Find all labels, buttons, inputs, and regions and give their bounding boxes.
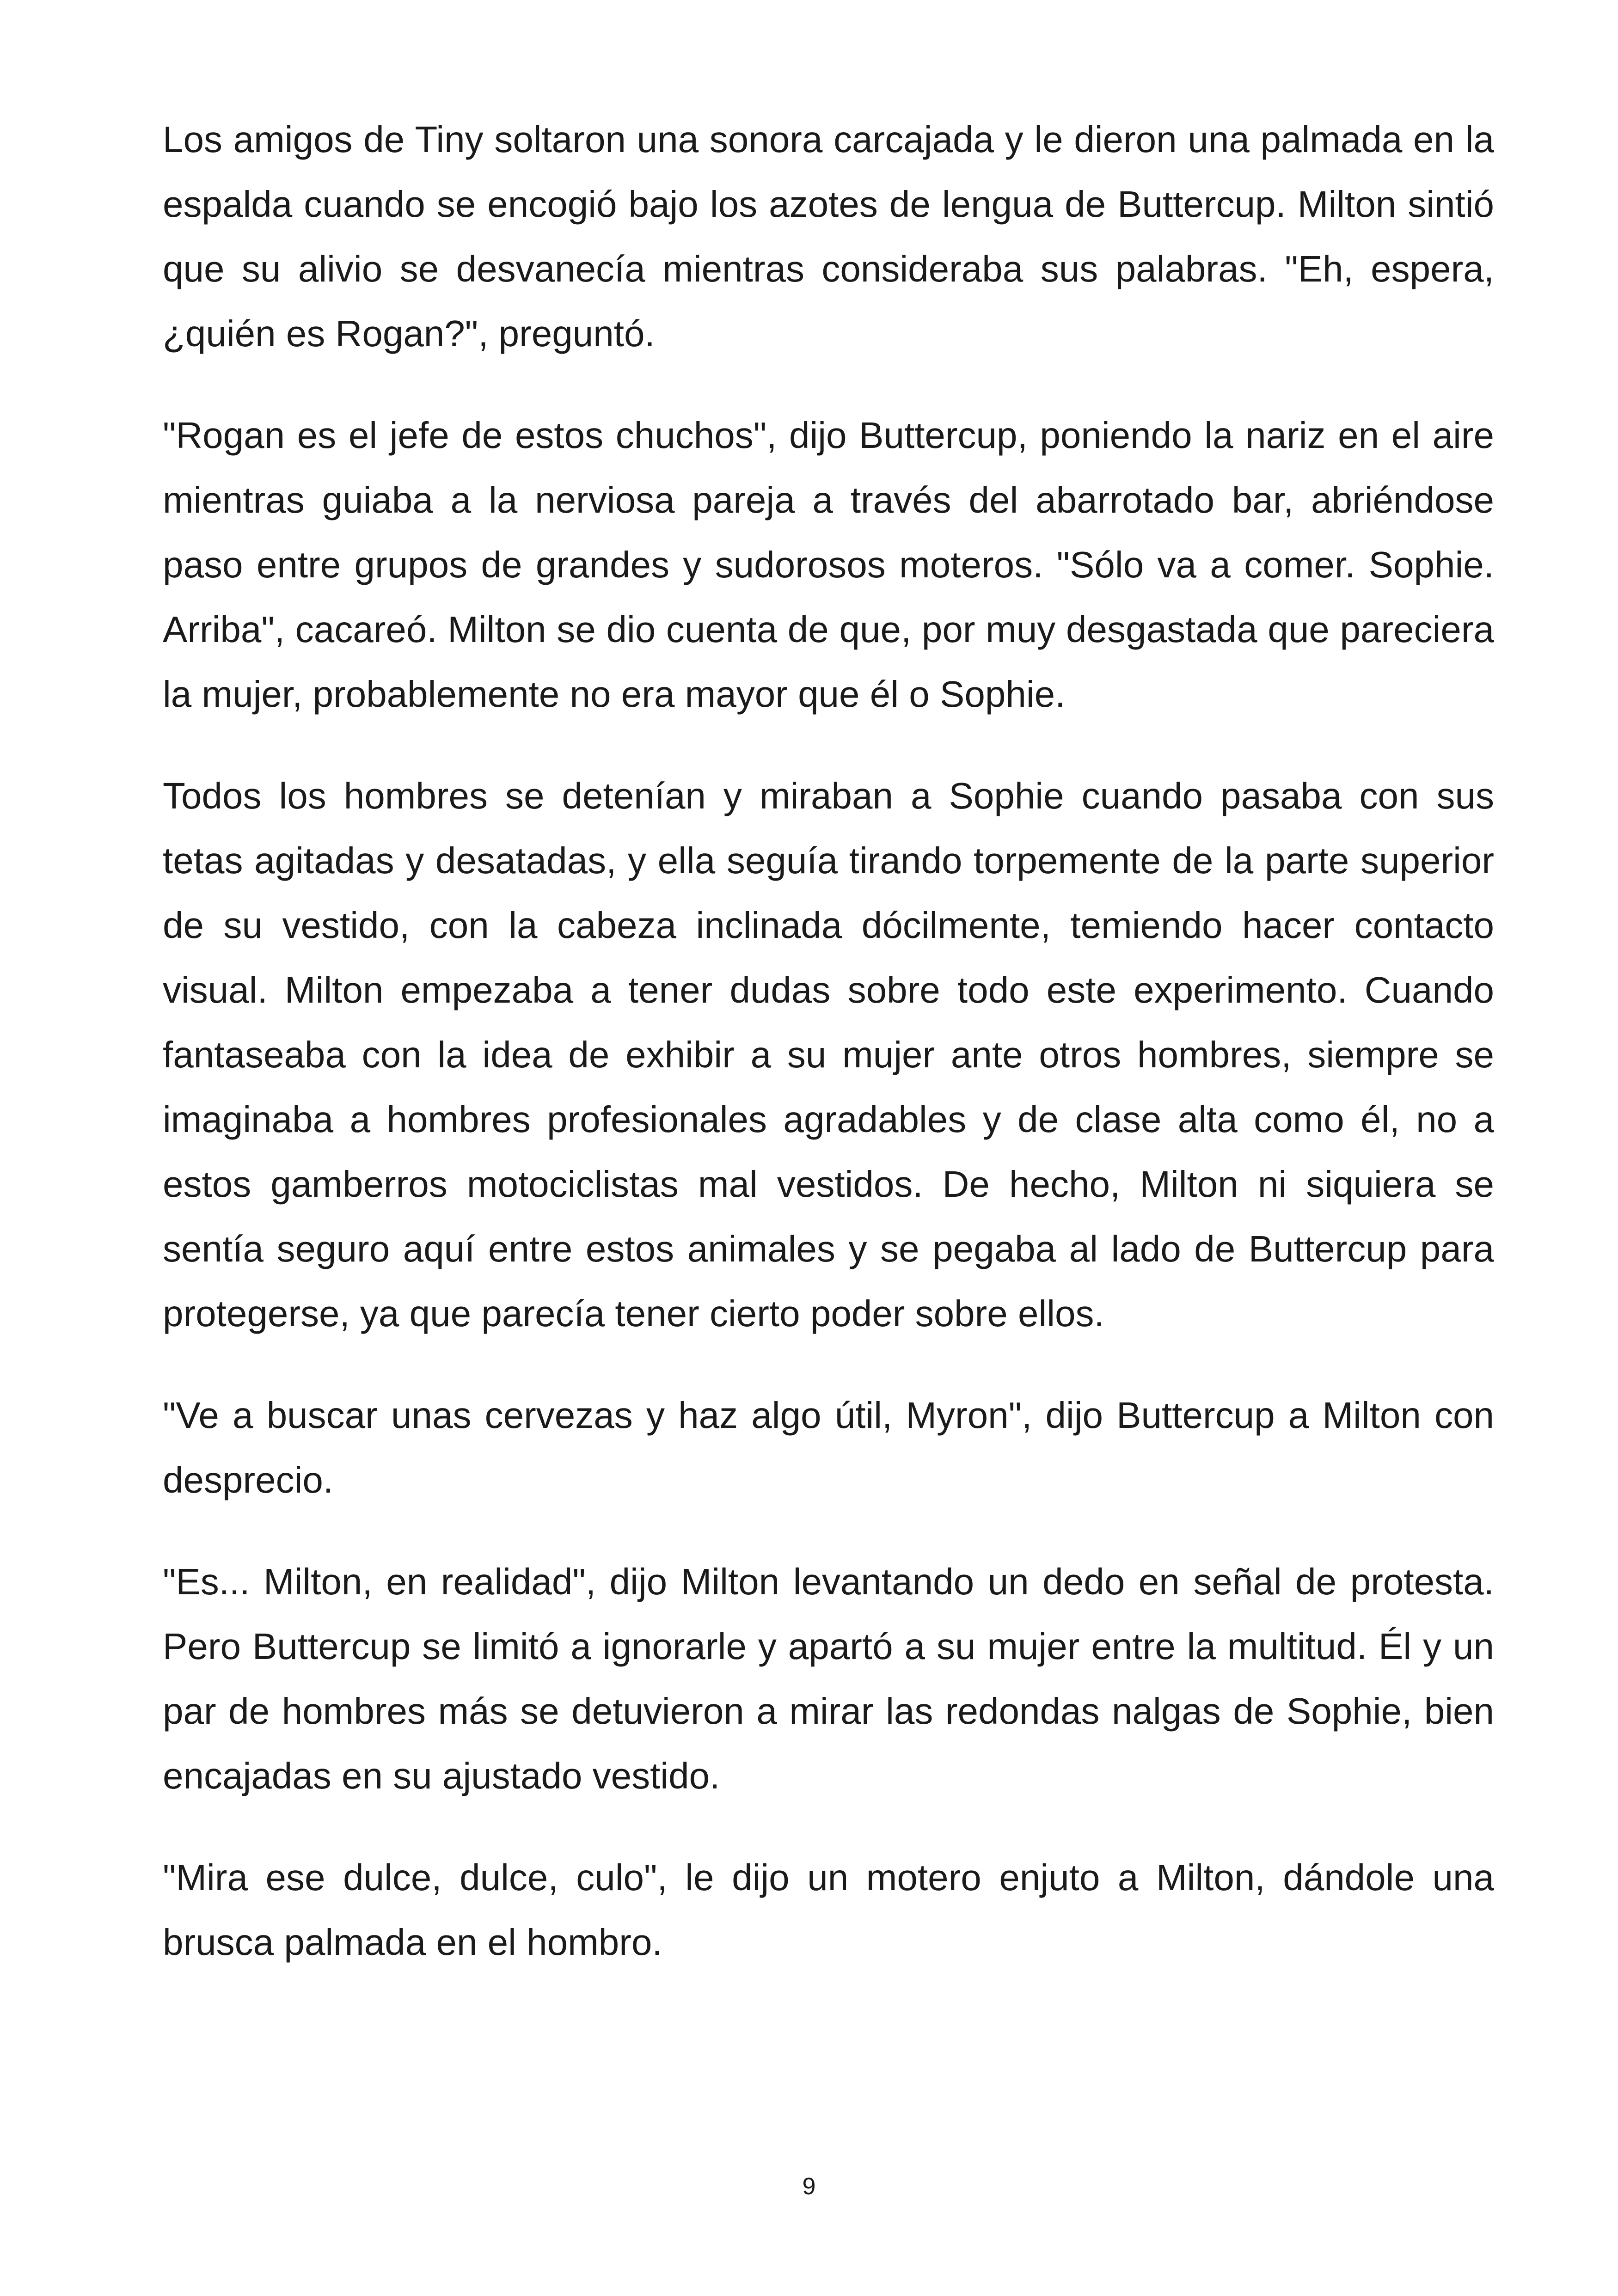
paragraph-5: "Es... Milton, en realidad", dijo Milton levantando un dedo en señal de protesta. Pero Buttercup se limitó a ignorarle y apartó a su mujer entre la multitud. Él y un par de hombres más se detuvieron a mirar las redondas nalgas de Sophie, bien encajadas en su ajustado vestido. bbox=[163, 1561, 1494, 1796]
body-text bbox=[163, 107, 1494, 2012]
page-number: 9 bbox=[802, 2173, 816, 2200]
paragraph-3: Todos los hombres se detenían y miraban a Sophie cuando pasaba con sus tetas agitadas y desatadas, y ella seguía tirando torpemente de la parte superior de su vestido, con la cabeza inclinada dócilmente, temiendo hacer contacto visual. Milton empezaba a tener dudas sobre todo este experimento. Cuando fantaseaba con la idea de exhibir a su mujer ante otros hombres, siempre se imaginaba a hombres profesionales agradables y de clase alta como él, no a estos gamberros motociclistas mal vestidos. De hecho, Milton ni siquiera se sentía seguro aquí entre estos animales y se pegaba al lado de Buttercup para protegerse, ya que parecía tener cierto poder sobre ellos. bbox=[163, 775, 1494, 1334]
paragraph-1: Los amigos de Tiny soltaron una sonora carcajada y le dieron una palmada en la espalda cuando se encogió bajo los azotes de lengua de Buttercup. Milton sintió que su alivio se desvanecía mientras consideraba sus palabras. "Eh, espera, ¿quién es Rogan?", preguntó. bbox=[163, 119, 1494, 354]
paragraph-2: "Rogan es el jefe de estos chuchos", dijo Buttercup, poniendo la nariz en el aire mientras guiaba a la nerviosa pareja a través del abarrotado bar, abriéndose paso entre grupos de grandes y sudorosos moteros. "Sólo va a comer. Sophie. Arriba", cacareó. Milton se dio cuenta de que, por muy desgastada que pareciera la mujer, probablemente no era mayor que él o Sophie. bbox=[163, 415, 1494, 715]
paragraph-4: "Ve a buscar unas cervezas y haz algo útil, Myron", dijo Buttercup a Milton con desprecio. bbox=[163, 1395, 1494, 1500]
paragraph-6: "Mira ese dulce, dulce, culo", le dijo un motero enjuto a Milton, dándole una brusca palmada en el hombro. bbox=[163, 1857, 1494, 1963]
